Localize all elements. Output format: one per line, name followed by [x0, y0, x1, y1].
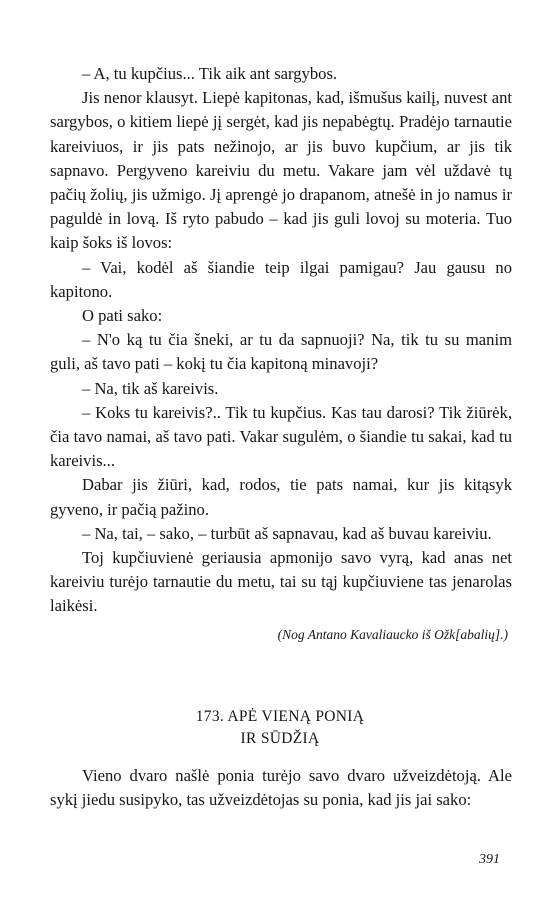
paragraph: – N'o ką tu čia šneki, ar tu da sapnuoji? Na, tik tu su manim guli, aš tavo pati – kokį tu čia kapitoną minavoji? [50, 330, 512, 374]
paragraph: – Vai, kodėl aš šiandie teip ilgai pamigau? Jau gausu no kapitono. [50, 257, 512, 301]
next-story-text [50, 764, 512, 812]
paragraph: – A, tu kupčius... Tik aik ant sargybos. [82, 64, 338, 83]
paragraph: Toj kupčiuvienė geriausia apmonijo savo vyrą, kad anas net kareiviu turėjo tarnautie du metu, tai su tąj kupčiuviene tas jenarolas laikėsi. [50, 548, 512, 616]
paragraph: Jis nenor klausyt. Liepė kapitonas, kad, išmušus kailį, nuvest ant sargybos, o kitiem liepė jį sergėt, kad jis nepabėgtų. Pradėjo tarnautie kareiviuos, ir jis pats nežinojo, ar jis buvo kupčium, ar jis tik sapnavo. Pergyveno kareiviu du metu. Vakare jam vėl uždavė tų pačių žolių, jis užmigo. Jį aprengė jo drapanom, atnešė in jo namus ir paguldė in lovą. Iš ryto pabudo – kad jis guli lovoj su moteria. Tuo kaip šoks iš lovos: [50, 88, 512, 253]
page-number: 391 [479, 852, 500, 867]
heading-line-2: IR SŪDŽIĄ [240, 730, 320, 747]
paragraph: – Koks tu kareivis?.. Tik tu kupčius. Kas tau darosi? Tik žiūrėk, čia tavo namai, aš tavo pati. Vakar sugulėm, o šiandie tu sakai, kad tu kareivis... [50, 402, 512, 471]
paragraph: – Na, tai, – sako, – turbūt aš sapnavau, kad aš buvau kareiviu. [82, 523, 492, 543]
paragraph: O pati sako: [82, 306, 163, 326]
paragraph: Vieno dvaro našlė ponia turėjo savo dvaro užveizdėtoją. Ale sykį jiedu susipyko, tas užveizdėtojas su ponia, kad jis jai sako: [50, 766, 512, 810]
story-source: (Nog Antano Kavaliaucko iš Ožk[abalių].) [277, 627, 508, 642]
story-text [50, 62, 512, 619]
heading-line-1: 173. APĖ VIENĄ PONIĄ [195, 708, 365, 725]
story-heading [0, 706, 560, 750]
paragraph: Dabar jis žiūri, kad, rodos, tie pats namai, kur jis kitąsyk gyveno, ir pačią pažino. [50, 475, 512, 519]
paragraph: – Na, tik aš kareivis. [82, 378, 219, 398]
